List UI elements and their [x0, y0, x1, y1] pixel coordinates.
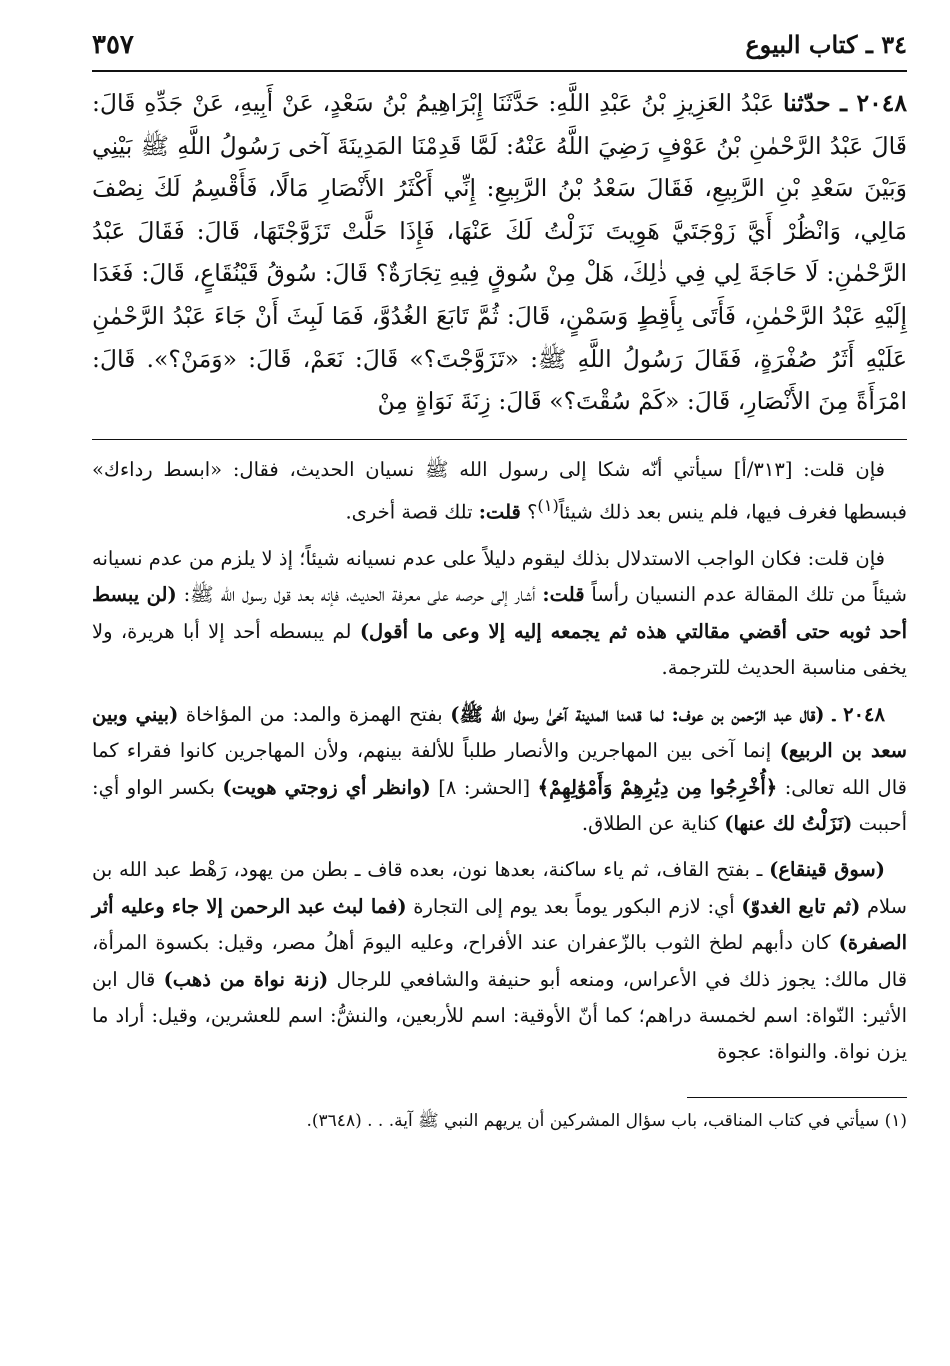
commentary-text: إنما آخى بين المهاجرين والأنصار طلباً للألفة بينهم، ولأن المهاجرين كانوا فقراء كما قال الله تعالى:	[92, 739, 907, 799]
text-divider	[92, 439, 907, 440]
book-page	[92, 30, 907, 1136]
commentary-text: كان دأبهم لطخ الثوب بالزّعفران عند الأفراح، وعليه اليومَ أهلُ مصر، وقيل: بكسوة المرأة، قال مالك: يجوز ذلك في الأعراس، ومنعه أبو حنيفة والشافعي للرجال	[92, 931, 908, 991]
verse-reference: [الحشر: ٨]	[438, 775, 531, 799]
commentary-text: ؟	[527, 500, 538, 524]
chapter-title: ٣٤ ـ كتاب البيوع	[745, 30, 907, 59]
commentary-text: فإن قلت: فكان الواجب الاستدلال بذلك ليقوم دليلاً على عدم نسيانه شيئاً؛ إذ لا يلزم من عدم نسيانه شيئاً من تلك المقالة عدم النسيان رأساً	[92, 547, 908, 607]
page-header	[92, 30, 907, 72]
commentary-paragraph-2	[92, 541, 907, 687]
hadith-body: عَبْدُ العَزِيزِ بْنُ عَبْدِ اللَّهِ: حَدَّثَنَا إِبْرَاهِيمُ بْنُ سَعْدٍ، عَنْ أَبِيهِ، عَنْ جَدِّهِ قَالَ: قَالَ عَبْدُ الرَّحْمٰنِ بْنُ عَوْفٍ رَضِيَ اللَّهُ عَنْهُ: لَمَّا قَدِمْنَا المَدِينَةَ آخى رَسُولُ اللَّهِ ﷺ بَيْنِي وَبَيْنَ سَعْدِ بْنِ الرَّبِيعِ، فَقَالَ سَعْدُ بْنُ الرَّبِيعِ: إِنِّي أَكْثَرُ الأَنْصَارِ مَالًا، فَأَقْسِمُ لَكَ نِصْفَ مَالِي، وَانْظُرْ أَيَّ زَوْجَتَيَّ هَوِيتَ نَزَلْتُ لَكَ عَنْهَا، فَإِذَا حَلَّتْ تَزَوَّجْتَهَا، قَالَ: فَقَالَ عَبْدُ الرَّحْمٰنِ: لَا حَاجَةَ لِي فِي ذٰلِكَ، هَلْ مِنْ سُوقٍ فِيهِ تِجَارَةٌ؟ قَالَ: سُوقُ قَيْنُقَاعٍ، قَالَ: فَغَدَا إِلَيْهِ عَبْدُ الرَّحْمٰنِ، فَأَتَى بِأَقِطٍ وَسَمْنٍ، قَالَ: ثُمَّ تَابَعَ الغُدُوَّ، فَمَا لَبِثَ أَنْ جَاءَ عَبْدُ الرَّحْمٰنِ عَلَيْهِ أَثَرُ صُفْرَةٍ، فَقَالَ رَسُولُ اللَّهِ ﷺ: «تَزَوَّجْتَ؟» قَالَ: نَعَمْ، قَالَ: «وَمَنْ؟». قَالَ: امْرَأَةً مِنَ الأَنْصَارِ، قَالَ: «كَمْ سُقْتَ؟» قَالَ: زِنَةَ نَوَاةٍ مِنْ	[92, 89, 907, 416]
hadith-number: ٢٠٤٨ ـ حدّثنا	[783, 89, 907, 117]
commentary-text: أي: لازم البكور يوماً بعد يوم إلى التجارة	[413, 894, 735, 918]
commentary-text: بفتح الهمزة والمد: من المؤاخاة	[185, 702, 443, 726]
lemma: (نَزَلْتُ لك عنها)	[724, 811, 853, 835]
lemma: (سوق قينقاع)	[769, 858, 885, 882]
hadith-text	[92, 82, 907, 423]
lemma: (ثم تابع الغدوّ)	[741, 894, 861, 918]
lemma: ٢٠٤٨ ـ (قال عبد الرّحمن بن عوف: لما قدمنا المدينة آخىٰ رسول الله ﷺ)	[450, 702, 886, 726]
footnote-divider	[687, 1097, 907, 1098]
commentary-text: لم يبسطه أحد إلا أبا هريرة، ولا يخفى مناسبة الحديث للترجمة.	[92, 619, 907, 680]
lemma: (وانظر أي زوجتي هويت)	[222, 775, 431, 799]
commentary-paragraph-1	[92, 452, 907, 531]
quran-verse: ﴿أُخْرِجُوا مِن دِيَٰرِهِمْ وَأَمْوَٰلِهِمْ﴾	[537, 775, 778, 799]
answer-label: قلت:	[542, 583, 585, 607]
commentary-paragraph-4	[92, 852, 907, 1070]
commentary-text: بكسر الواو أي: أحببت	[92, 775, 907, 835]
commentary-text: أشار إلى حرصه على معرفة الحديث، فإنه بعد قول رسول الله ﷺ:	[183, 583, 536, 607]
commentary-text: قال ابن الأثير: النّواة: اسم لخمسة دراهم؛ كما أنّ الأوقية: اسم للأربعين، والنشُّ: اسم للعشرين، وقيل: أراد ما يزن نواة. والنواة: عجوة	[92, 967, 907, 1064]
answer-label: قلت:	[478, 500, 521, 524]
commentary-text: ـ بفتح القاف، ثم ياء ساكنة، بعدها نون، بعده قاف ـ بطن من يهود، رَهْط عبد الله بن سلام	[92, 858, 908, 918]
lemma: (زنة نواة من ذهب)	[163, 967, 329, 991]
page-number: ٣٥٧	[92, 30, 134, 60]
commentary-paragraph-3	[92, 697, 907, 843]
commentary-text: كناية عن الطلاق.	[581, 811, 719, 835]
commentary-text: فإن قلت: [٣١٣/أ] سيأتي أنّه شكا إلى رسول الله ﷺ نسيان الحديث، فقال: «ابسط رداءك» فبسطها فغرف فيها، فلم ينس بعد ذلك شيئاً	[92, 457, 907, 524]
footnote-ref[interactable]: (١)	[537, 496, 559, 516]
lemma: (فما لبث عبد الرحمن إلا جاء وعليه أثر الصفرة)	[92, 894, 907, 955]
quoted-hadith: (لن يبسط أحد ثوبه حتى أقضي مقالتي هذه ثم يجمعه إليه إلا وعى ما أقول)	[92, 583, 908, 643]
lemma: (بيني وبين سعد بن الربيع)	[92, 702, 907, 763]
footnote: (١) سيأتي في كتاب المناقب، باب سؤال المشركين أن يريهم النبي ﷺ آية. . . (٣٦٤٨).	[306, 1110, 907, 1131]
commentary	[92, 452, 907, 1071]
commentary-text: تلك قصة أخرى.	[345, 500, 473, 524]
